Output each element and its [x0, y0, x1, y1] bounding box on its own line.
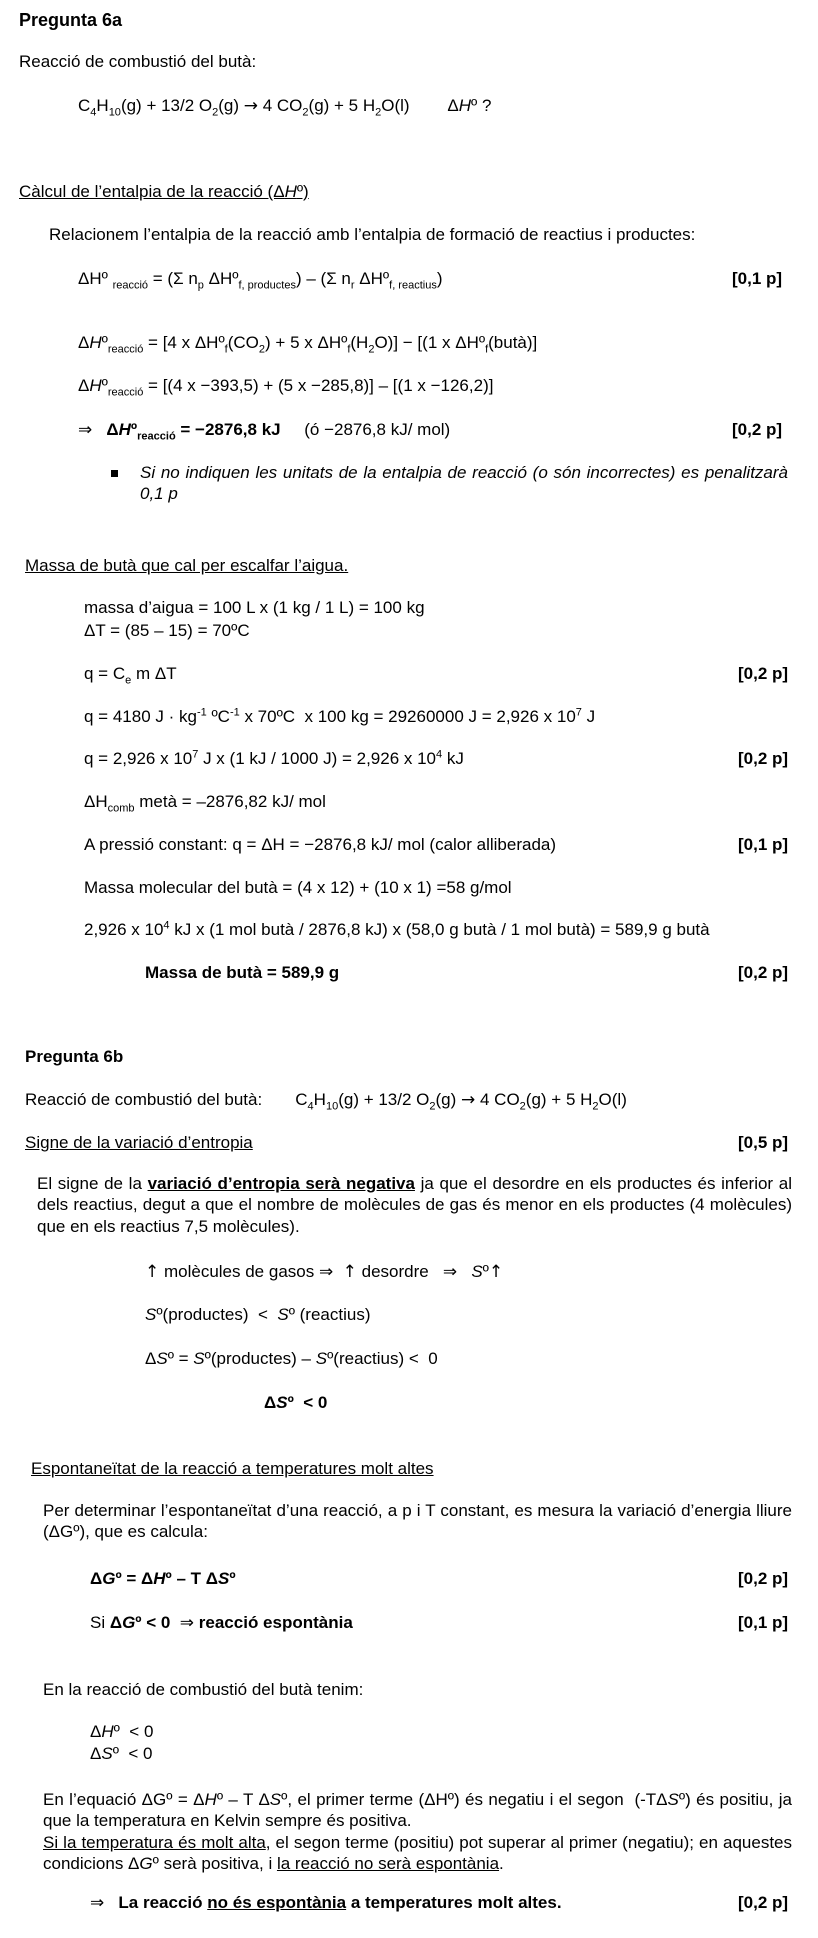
points-conclusion: [0,2 p]	[738, 1893, 789, 1912]
title-6b: Pregunta 6b	[25, 1047, 124, 1066]
title-6a: Pregunta 6a	[19, 10, 123, 30]
relacionem-text: Relacionem l’entalpia de la reacció amb l’entalpia de formació de reactius i productes:	[49, 225, 696, 244]
intro-6b: Reacció de combustió del butà: $C_4H_{10}(g) + 13/2$ $O_2(g) \to 4$ $CO_2(g) + 5$ $H_2O(l)$	[25, 1090, 627, 1113]
delta-s-line: ΔSº = Sº(productes) – Sº(reactius) < 0	[145, 1349, 438, 1368]
s-compare-line: Sº(productes) < Sº (reactius)	[145, 1305, 371, 1324]
gibbs-intro: Per determinar l’espontaneïtat d’una reacció, a p i T constant, es mesura la variació d’energia lliure (ΔGº), que es calcula:	[43, 1501, 792, 1542]
points-q-kj: [0,2 p]	[738, 749, 789, 768]
heading-espontaneitat: Espontaneïtat de la reacció a temperatures molt altes	[31, 1459, 434, 1478]
heading-enthalpy: Càlcul de l’entalpia de la reacció (ΔHº)	[19, 182, 309, 201]
q-formula: $q = C_e$ m ΔT	[84, 664, 177, 687]
equation-explanation: En l’equació ΔGº = ΔHº – T ΔSº, el primer terme (ΔHº) és negatiu i el segon (-TΔSº) és positiu, ja que la temperatura en Kelvin sempre és positiva. Si la temperatura és molt alta, el segon terme (positiu) pot superar al primer (negatiu); en aquestes condicions ΔGº serà positiva, i la reacció no serà espontània.	[43, 1790, 792, 1873]
points-signe: [0,5 p]	[738, 1133, 789, 1152]
points-condition: [0,1 p]	[738, 1613, 789, 1632]
formula-general: ΔHº $_{reacció}$ = (Σ $n_p$ ΔHº$_{f, productes}$) – (Σ $n_r$ ΔHº$_{f, reactius}$)	[78, 269, 443, 292]
q-kj: q = 2,926 x $10^7$ J x (1 kJ / 1000 J) = 2,926 x $10^4$ kJ	[84, 748, 464, 768]
molecules-line: ↑ molècules de gasos ⇒ ↑ desordre ⇒ Sº↑	[145, 1262, 504, 1282]
entropy-paragraph: El signe de la variació d’entropia serà negativa ja que el desordre en els productes és inferior al dels reactius, degut a que el nombre de molècules de gas és menor en els productes (4 molècules) que en els reactius 7,5 molècules).	[37, 1174, 792, 1236]
massa-aigua: massa d’aigua = 100 L x (1 kg / 1 L) = 100 kg	[84, 598, 425, 617]
points-q-formula: [0,2 p]	[738, 664, 789, 683]
points-result-enthalpy: [0,2 p]	[732, 420, 783, 439]
hcomb-line: $\Delta H_{comb}$ metà = –2876,82 kJ/ mol	[84, 792, 326, 815]
conclusion: ⇒ La reacció no és espontània a temperatures molt altes.	[90, 1893, 562, 1913]
points-pressio: [0,1 p]	[738, 835, 789, 854]
final-result: Massa de butà = 589,9 g	[145, 963, 340, 982]
ds-line: ΔSº < 0	[90, 1744, 153, 1763]
delta-t: ΔT = (85 – 15) = 70ºC	[84, 621, 250, 640]
formula-values: ΔHº$_{reacció}$ = [(4 x −393,5) + (5 x −285,8)] – [(1 x −126,2)]	[78, 376, 494, 399]
pressio-line: A pressió constant: q = ΔH = −2876,8 kJ/ mol (calor alliberada)	[84, 835, 557, 854]
tenim-line: En la reacció de combustió del butà tenim:	[43, 1680, 364, 1699]
penalty-note: Si no indiquen les unitats de la entalpia de reacció (o són incorrectes) es penalitzarà 0,1 p	[140, 463, 788, 504]
intro-6a: Reacció de combustió del butà:	[19, 52, 257, 71]
q-calculation: q = 4180 $J \cdot kg^{-1}$ ºC$^{-1}$ x 70ºC x 100 kg = 29260000 J = 2,926 x $10^7$ J	[84, 706, 596, 726]
calc-massa: 2,926 x $10^4$ kJ x (1 mol butà / 2876,8 kJ) x (58,0 g butà / 1 mol butà) = 589,9 g butà	[84, 919, 710, 939]
delta-s-result: ΔSº < 0	[264, 1393, 328, 1412]
equation-6a: $C_4H_{10}(g) + 13/2$ $O_2(g) \to 4$ $CO_2(g) + 5$ $H_2O(l)$ ΔHº ?	[78, 96, 492, 119]
points-gibbs: [0,2 p]	[738, 1569, 789, 1588]
bullet-icon	[111, 470, 118, 477]
heading-signe: Signe de la variació d’entropia	[25, 1133, 253, 1152]
massa-molecular: Massa molecular del butà = (4 x 12) + (10 x 1) =58 g/mol	[84, 878, 512, 897]
result-enthalpy: ⇒ ΔHº$_{reacció}$ = −2876,8 kJ (ó −2876,8 kJ/ mol)	[78, 420, 451, 443]
dh-line: ΔHº < 0	[90, 1722, 154, 1741]
heading-massa: Massa de butà que cal per escalfar l’aigua.	[25, 556, 349, 575]
points-final: [0,2 p]	[738, 963, 789, 982]
points-formula-general: [0,1 p]	[732, 269, 783, 288]
formula-substitution: ΔHº$_{reacció}$ = [4 x $\Delta Hº_f(CO_2) + 5$ x $\Delta Hº_f(H_2O)] - [(1$ x ΔHº$_f$(butà)]	[78, 333, 538, 356]
spontaneous-condition: Si ΔGº < 0 ⇒ reacció espontània	[90, 1613, 353, 1633]
gibbs-formula: ΔGº = ΔHº – T ΔSº	[90, 1569, 236, 1588]
